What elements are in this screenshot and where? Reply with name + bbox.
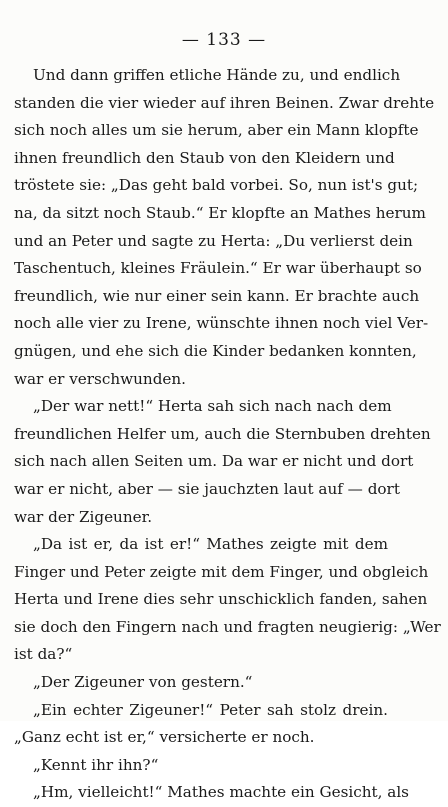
text-line: tröstete sie: „Das geht bald vorbei. So, nun ist's gut;: [14, 176, 419, 195]
text-line: gnügen, und ehe sich die Kinder bedanken konnten,: [14, 341, 417, 360]
text-line: „Da ist er, da ist er!“ Mathes zeigte mit dem: [33, 535, 388, 554]
text-line: freundlich, wie nur einer sein kann. Er brachte auch: [14, 286, 420, 305]
text-line: Taschentuch, kleines Fräulein.“ Er war überhaupt so: [14, 259, 422, 278]
text-line: war er nicht, aber — sie jauchzten laut auf — dort: [14, 479, 400, 498]
text-line: war der Zigeuner.: [14, 507, 153, 526]
text-line: „Hm, vielleicht!“ Mathes machte ein Gesicht, als: [33, 783, 409, 802]
text-line: sich noch alles um sie herum, aber ein Mann klopfte: [14, 121, 419, 140]
text-line: Und dann griffen etliche Hände zu, und endlich: [33, 66, 401, 84]
text-line: na, da sitzt noch Staub.“ Er klopfte an Mathes herum: [14, 203, 426, 222]
page-number: — 133 —: [181, 30, 267, 50]
text-line: noch alle vier zu Irene, wünschte ihnen noch viel Ver-: [14, 314, 429, 333]
text-line: „Ganz echt ist er,“ versicherte er noch.: [14, 728, 315, 747]
text-line: freundlichen Helfer um, auch die Sternbuben drehten: [14, 424, 431, 443]
text-line: „Ein echter Zigeuner!“ Peter sah stolz drein.: [33, 700, 388, 719]
text-line: standen die vier wieder auf ihren Beinen. Zwar drehte: [14, 93, 435, 112]
text-line: „Kennt ihr ihn?“: [33, 755, 159, 774]
text-line: ihnen freundlich den Staub von den Kleidern und: [14, 148, 395, 167]
text-line: sie doch den Fingern nach und fragten neugierig: „Wer: [14, 617, 441, 636]
text-line: Herta und Irene dies sehr unschicklich fanden, sahen: [14, 590, 428, 609]
text-line: „Der Zigeuner von gestern.“: [33, 673, 253, 692]
page-text: [14, 62, 441, 807]
text-line: „Der war nett!“ Herta sah sich nach nach dem: [33, 397, 392, 416]
text-line: war er verschwunden.: [14, 369, 187, 388]
text-line: sich nach allen Seiten um. Da war er nicht und dort: [14, 452, 414, 471]
text-line: ist da?“: [14, 645, 73, 664]
text-line: und an Peter und sagte zu Herta: „Du verlierst dein: [14, 231, 413, 250]
text-line: Finger und Peter zeigte mit dem Finger, und obgleich: [14, 562, 429, 581]
